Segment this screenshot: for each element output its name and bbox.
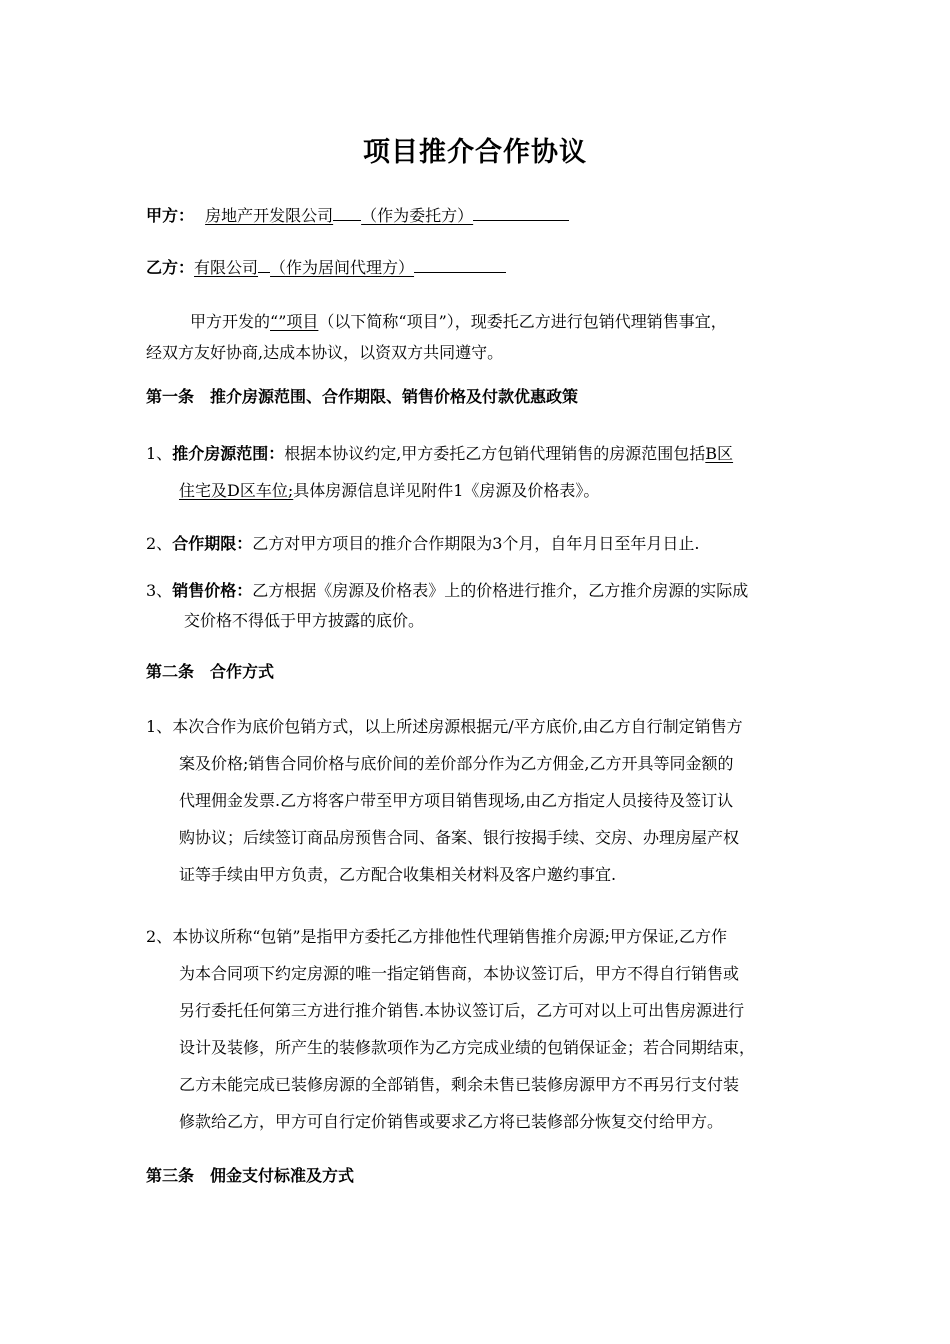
article-1-item-1-line-1 bbox=[146, 435, 818, 472]
article-2-item-2-line-3: 另行委托任何第三方进行推介销售.本协议签订后，乙方可对以上可出售房源进行 bbox=[179, 1001, 745, 1020]
item-number: 1、 bbox=[146, 444, 173, 463]
article-2-item-2-line-5: 乙方未能完成已装修房源的全部销售，剩余未售已装修房源甲方不再另行支付装 bbox=[179, 1075, 740, 1094]
article-1-item-1 bbox=[146, 435, 818, 509]
article-2-item-2-line-6: 修款给乙方，甲方可自行定价销售或要求乙方将已装修部分恢复交付给甲方。 bbox=[179, 1112, 724, 1131]
article-1-item-3 bbox=[146, 576, 818, 636]
party-a-label: 甲方： bbox=[146, 206, 195, 225]
article-2-item-2-line-4: 设计及装修，所产生的装修款项作为乙方完成业绩的包销保证金；若合同期结束， bbox=[179, 1038, 756, 1057]
party-a-role: （作为委托方） bbox=[361, 206, 474, 225]
article-1-item-2 bbox=[146, 525, 818, 562]
article-1-item-2-line-1 bbox=[146, 525, 818, 562]
item-underlined-text: B区 bbox=[705, 444, 734, 463]
article-2-item-1-line-3: 代理佣金发票.乙方将客户带至甲方项目销售现场,由乙方指定人员接待及签订认 bbox=[179, 791, 734, 810]
item-number: 2、 bbox=[146, 927, 173, 946]
party-a-company: 房地产开发限公司 bbox=[205, 206, 334, 225]
article-1-heading: 第一条 推介房源范围、合作期限、销售价格及付款优惠政策 bbox=[146, 387, 579, 406]
article-3-heading: 第三条 佣金支付标准及方式 bbox=[146, 1166, 355, 1185]
party-b-trailing-blank bbox=[414, 256, 506, 273]
intro-line-1 bbox=[146, 306, 727, 337]
intro-line-2: 经双方友好协商,达成本协议，以资双方共同遵守。 bbox=[146, 343, 504, 362]
item-text: 根据本协议约定,甲方委托乙方包销代理销售的房源范围包括 bbox=[284, 444, 706, 463]
item-label: 合作期限： bbox=[172, 534, 253, 553]
article-2-heading: 第二条 合作方式 bbox=[146, 662, 275, 681]
intro-project: “”项目 bbox=[270, 312, 319, 331]
article-2-item-2-line-1 bbox=[146, 918, 818, 955]
article-2-item-1-line-1 bbox=[146, 708, 818, 745]
item-text: 具体房源信息详见附件1《房源及价格表》。 bbox=[293, 481, 600, 500]
party-b-company: 有限公司 bbox=[194, 258, 259, 277]
item-text: 本协议所称“包销”是指甲方委托乙方排他性代理销售推介房源;甲方保证,乙方作 bbox=[172, 927, 728, 946]
article-2-item-2-line-2: 为本合同项下约定房源的唯一指定销售商，本协议签订后，甲方不得自行销售或 bbox=[179, 964, 740, 983]
party-b-blank bbox=[258, 256, 270, 273]
party-b-role: （作为居间代理方） bbox=[270, 258, 415, 277]
item-underlined-text: 住宅及D区车位; bbox=[179, 481, 294, 500]
article-1-item-3-line-2: 交价格不得低于甲方披露的底价。 bbox=[184, 611, 425, 630]
page-title: 项目推介合作协议 bbox=[363, 137, 587, 168]
party-a-line bbox=[146, 203, 569, 226]
item-number: 1、 bbox=[146, 717, 173, 736]
item-label: 推介房源范围： bbox=[172, 444, 285, 463]
article-2-item-2 bbox=[146, 918, 818, 1140]
item-text: 本次合作为底价包销方式，以上所述房源根据元/平方底价,由乙方自行制定销售方 bbox=[172, 717, 743, 736]
item-text: 乙方对甲方项目的推介合作期限为3个月，自年月日至年月日止. bbox=[252, 534, 700, 553]
intro-text-2: （以下简称“项目”），现委托乙方进行包销代理销售事宜， bbox=[318, 312, 727, 331]
article-1-item-3-line-1 bbox=[146, 576, 818, 606]
party-b-label: 乙方： bbox=[146, 258, 195, 277]
item-number: 2、 bbox=[146, 534, 173, 553]
item-text: 乙方根据《房源及价格表》上的价格进行推介，乙方推介房源的实际成 bbox=[252, 581, 749, 600]
party-a-trailing-blank bbox=[473, 204, 569, 221]
item-label: 销售价格： bbox=[172, 581, 253, 600]
party-a-blank bbox=[333, 204, 361, 221]
intro-text-1: 甲方开发的 bbox=[190, 312, 271, 331]
article-2-item-1-line-4: 购协议；后续签订商品房预售合同、备案、银行按揭手续、交房、办理房屋产权 bbox=[179, 828, 740, 847]
article-2-item-1 bbox=[146, 708, 818, 893]
article-2-item-1-line-5: 证等手续由甲方负责，乙方配合收集相关材料及客户邀约事宜. bbox=[179, 865, 617, 884]
article-1-item-1-line-2 bbox=[146, 472, 818, 509]
intro-paragraph bbox=[146, 306, 727, 368]
party-b-line bbox=[146, 255, 506, 278]
article-2-item-1-line-2: 案及价格;销售合同价格与底价间的差价部分作为乙方佣金,乙方开具等同金额的 bbox=[179, 754, 734, 773]
item-number: 3、 bbox=[146, 581, 173, 600]
